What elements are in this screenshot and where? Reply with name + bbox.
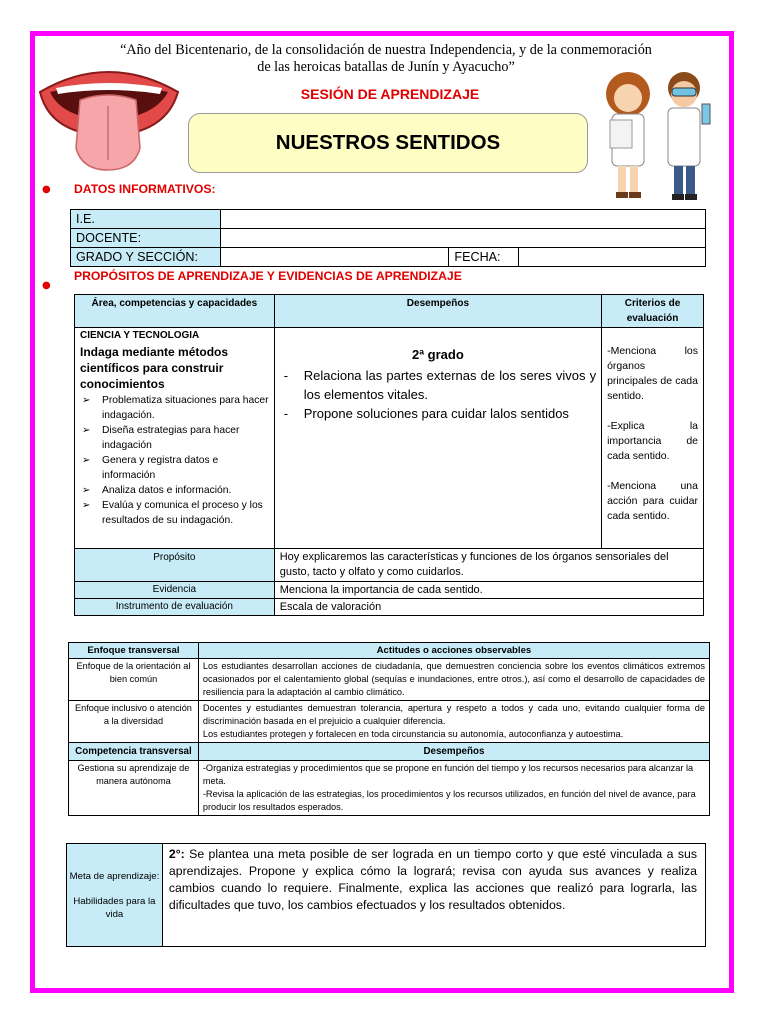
datos-table xyxy=(70,209,706,267)
fecha-label: FECHA: xyxy=(449,248,519,267)
meta-label-cell xyxy=(67,844,163,947)
enfoque-text-line: Docentes y estudiantes demuestran tolerancia, apertura y respeto a todos y cada uno, evitando cualquier forma de discriminación basada en el prejuicio a cualquier diferencia. xyxy=(202,703,705,726)
arrow-icon: ➢ xyxy=(82,500,91,511)
proposito-label: Propósito xyxy=(75,549,275,582)
bullet-icon: ● xyxy=(42,280,51,291)
evidencia-value: Menciona la importancia de cada sentido. xyxy=(274,582,703,599)
list-item: ➢ Evalúa y comunica el proceso y los resultados de su indagación. xyxy=(82,500,263,526)
enfoque-text xyxy=(198,701,709,743)
propositos-heading: PROPÓSITOS DE APRENDIZAJE Y EVIDENCIAS DE APRENDIZAJE xyxy=(74,269,462,283)
datos-heading: DATOS INFORMATIVOS: xyxy=(74,182,216,196)
docente-value xyxy=(220,229,705,248)
arrow-icon: ➢ xyxy=(82,425,91,436)
meta-grade: 2°: xyxy=(168,847,185,861)
criterio-item: -Menciona los órganos principales de cada sentido. xyxy=(607,345,698,402)
table-row xyxy=(69,701,710,743)
meta-text-cell xyxy=(162,844,705,947)
competencia-text-line: -Organiza estrategias y procedimientos que se propone en función del tiempo y los recursos necesarios para alcanzar la meta. xyxy=(202,763,694,786)
enfoque-name: Enfoque de la orientación al bien común xyxy=(69,659,199,701)
col-enfoque: Enfoque transversal xyxy=(69,643,199,659)
competencia-text-line: -Revisa la aplicación de las estrategias, los procedimientos y los recursos utilizados, en función del nivel de avance, para producir los resultados esperados. xyxy=(202,789,696,812)
meta-table xyxy=(66,843,706,947)
fecha-value xyxy=(519,248,706,267)
enfoque-name: Enfoque inclusivo o atención a la diversidad xyxy=(69,701,199,743)
col-actitudes: Actitudes o acciones observables xyxy=(198,643,709,659)
list-item: ➢ Analiza datos e información. xyxy=(82,485,232,496)
list-item: - Relaciona las partes externas de los seres vivos y los elementos vitales. xyxy=(283,368,597,402)
dash-icon: - xyxy=(283,406,289,421)
col-comp-desempenos: Desempeños xyxy=(198,743,709,761)
area-cell xyxy=(75,328,275,549)
desempenos-list xyxy=(280,366,596,423)
criterios-cell xyxy=(602,328,704,549)
list-item: ➢ Diseña estrategias para hacer indagación xyxy=(82,425,240,451)
desempenos-cell xyxy=(274,328,601,549)
col-criterios: Criterios de evaluación xyxy=(602,295,704,328)
criterio-item: -Explica la importancia de cada sentido. xyxy=(607,420,698,462)
scientist-kids-illustration xyxy=(598,64,726,202)
table-row xyxy=(69,659,710,701)
habilidades-label: Habilidades para la vida xyxy=(73,895,156,920)
ie-label: I.E. xyxy=(71,210,221,229)
list-item: ➢ Problematiza situaciones para hacer indagación. xyxy=(82,395,269,421)
year-motto-line1: “Año del Bicentenario, de la consolidación de nuestra Independencia, y de la conmemoración xyxy=(120,42,652,58)
grado-value xyxy=(220,248,449,267)
page-title-text: NUESTROS SENTIDOS xyxy=(275,131,501,154)
meta-label: Meta de aprendizaje: xyxy=(69,870,160,882)
list-item: - Propone soluciones para cuidar lalos sentidos xyxy=(283,406,569,421)
col-desempenos: Desempeños xyxy=(274,295,601,328)
evidencia-label: Evidencia xyxy=(75,582,275,599)
arrow-icon: ➢ xyxy=(82,455,91,466)
instrumento-value: Escala de valoración xyxy=(274,599,703,616)
competencia-name: Gestiona su aprendizaje de manera autónoma xyxy=(69,761,199,816)
bullet-icon: ● xyxy=(42,184,51,195)
page-title xyxy=(188,113,588,173)
year-motto-line2: de las heroicas batallas de Junín y Ayacucho” xyxy=(257,59,515,75)
docente-label: DOCENTE: xyxy=(71,229,221,248)
area-name: CIENCIA Y TECNOLOGIA xyxy=(80,330,200,341)
year-motto xyxy=(80,42,692,76)
col-competencia: Competencia transversal xyxy=(69,743,199,761)
enfoque-text-line: Los estudiantes protegen y fortalecen en toda circunstancia su autonomía, autoconfianza y autoestima. xyxy=(202,729,624,739)
propositos-table xyxy=(74,294,704,616)
arrow-icon: ➢ xyxy=(82,395,91,406)
table-row xyxy=(69,761,710,816)
proposito-value: Hoy explicaremos las características y funciones de los órganos sensoriales del gusto, tacto y olfato y como cuidarlos. xyxy=(274,549,703,582)
meta-text: Se plantea una meta posible de ser lograda en un tiempo corto y que esté vinculada a sus aprendizajes. Propone y explica cómo la logrará; revisa con ayuda sus avances y realiza cambios cuando lo requiere. Finalmente, explica las acciones que realizó para lograrla, las dificultades que tuvo, los cambios efectuados y los resultados obtenidos. xyxy=(168,847,697,912)
list-item: ➢ Genera y registra datos e información xyxy=(82,455,219,481)
competencia-text xyxy=(198,761,709,816)
competencia-name: Indaga mediante métodos científicos para construir conocimientos xyxy=(80,345,229,391)
ie-value xyxy=(220,210,705,229)
arrow-icon: ➢ xyxy=(82,485,91,496)
grado-title: 2ª grado xyxy=(412,347,464,362)
grado-label: GRADO Y SECCIÓN: xyxy=(71,248,221,267)
col-area: Área, competencias y capacidades xyxy=(75,295,275,328)
criterio-item: -Menciona una acción para cuidar cada sentido. xyxy=(607,480,698,522)
enfoques-table xyxy=(68,642,710,816)
instrumento-label: Instrumento de evaluación xyxy=(75,599,275,616)
capacidades-list xyxy=(80,393,269,528)
enfoque-text: Los estudiantes desarrollan acciones de ciudadanía, que demuestren conciencia sobre los eventos climáticos extremos ocasionados por el calentamiento global (sequías e inundaciones, entre otros.), así como el desarrollo de capacidades de resiliencia para la adaptación al cambio climático. xyxy=(198,659,709,701)
session-title: SESIÓN DE APRENDIZAJE xyxy=(300,86,480,102)
dash-icon: - xyxy=(283,368,289,383)
